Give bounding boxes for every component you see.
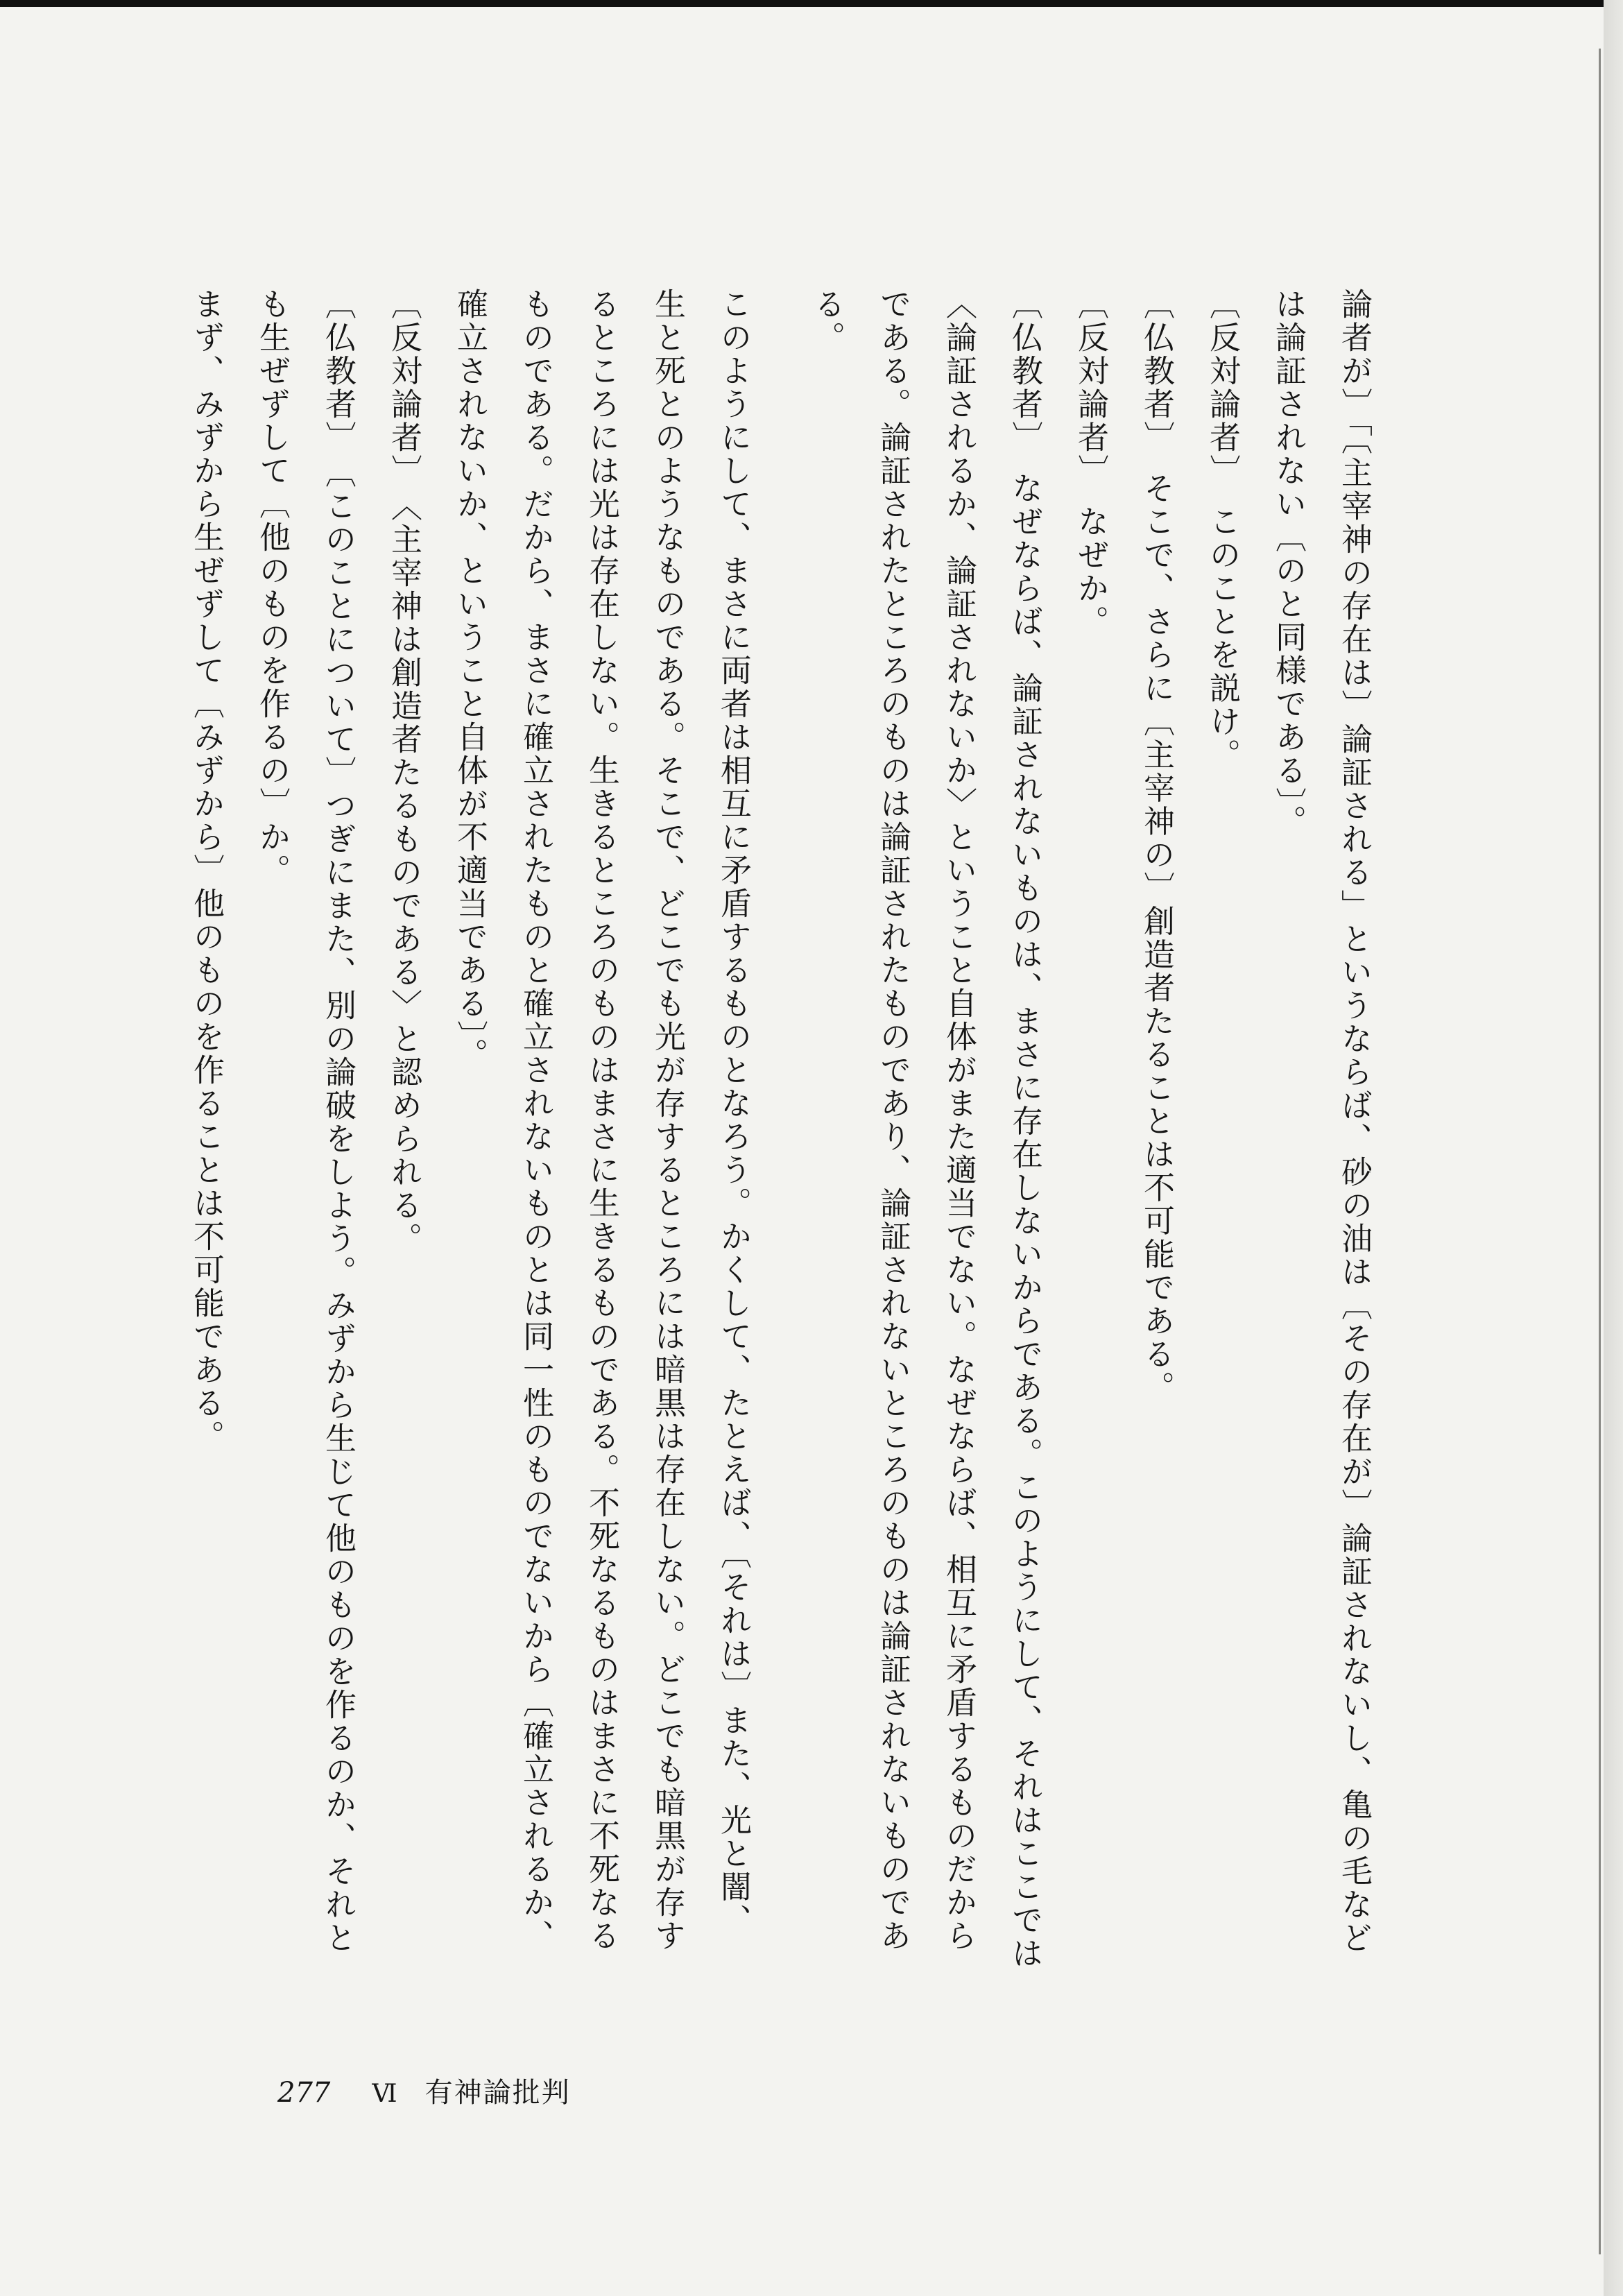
text-line: 〔反対論者〕 〈主宰神は創造者たるものである〉と認められる。 bbox=[386, 288, 422, 1256]
vertical-body-text bbox=[173, 288, 1387, 2105]
text-line: 〔仏教者〕 〔このことについて〕つぎにまた、別の論破をしよう。みずから生じて他のものを作るのか、それと bbox=[320, 288, 357, 1955]
paragraph-gap bbox=[766, 288, 794, 2105]
text-line: は論証されない〔のと同様である〕。 bbox=[1270, 288, 1307, 839]
text-line: 生と死とのようなものである。そこで、どこでも光が存するところには暗黒は存在しない。どこでも暗黒が存す bbox=[649, 288, 686, 1953]
text-line: このようにして、まさに両者は相互に矛盾するものとなろう。かくして、たとえば、〔それは〕また、光と闇、 bbox=[715, 288, 752, 1937]
scan-top-edge bbox=[0, 0, 1623, 7]
text-line: 〔仏教者〕 なぜならば、論証されないものは、まさに存在しないからである。このようにして、それはここでは bbox=[1006, 288, 1043, 1971]
text-line: である。論証されたところのものは論証されたものであり、論証されないところのものは論証されないものであ bbox=[875, 288, 911, 1953]
text-line: 論者が〕「〔主宰神の存在は〕論証される」というならば、砂の油は〔その存在が〕論証されないし、亀の毛など bbox=[1336, 288, 1373, 1955]
page-binding-line bbox=[1599, 49, 1601, 2254]
chapter-title: 有神論批判 bbox=[424, 2077, 571, 2109]
page-footer bbox=[277, 2071, 571, 2110]
chapter-number: Ⅵ bbox=[372, 2080, 397, 2108]
text-line: まず、みずから生ぜずして〔みずから〕他のものを作ることは不可能である。 bbox=[188, 288, 225, 1453]
text-line: も生ぜずして〔他のものを作るの〕か。 bbox=[254, 288, 291, 887]
text-line: る。 bbox=[809, 288, 845, 354]
text-line: るところには光は存在しない。生きるところのものはまさに生きるものである。不死なるものはまさに不死なる bbox=[583, 288, 620, 1953]
page-number: 277 bbox=[277, 2077, 331, 2109]
scan-right-edge bbox=[1604, 0, 1623, 2296]
text-line: 〔仏教者〕 そこで、さらに〔主宰神の〕創造者たることは不可能である。 bbox=[1138, 288, 1175, 1405]
text-line: ものである。だから、まさに確立されたものと確立されないものとは同一性のものでないから〔確立されるか、 bbox=[517, 288, 554, 1953]
text-line: 〔反対論者〕 なぜか。 bbox=[1072, 288, 1109, 639]
text-line: 確立されないか、ということ自体が不適当である〕。 bbox=[452, 288, 488, 1072]
text-line: 〈論証されるか、論証されないか〉ということ自体がまた適当でない。なぜならば、相互に矛盾するものだから bbox=[941, 288, 977, 1953]
text-line: 〔反対論者〕 このことを説け。 bbox=[1204, 288, 1241, 772]
